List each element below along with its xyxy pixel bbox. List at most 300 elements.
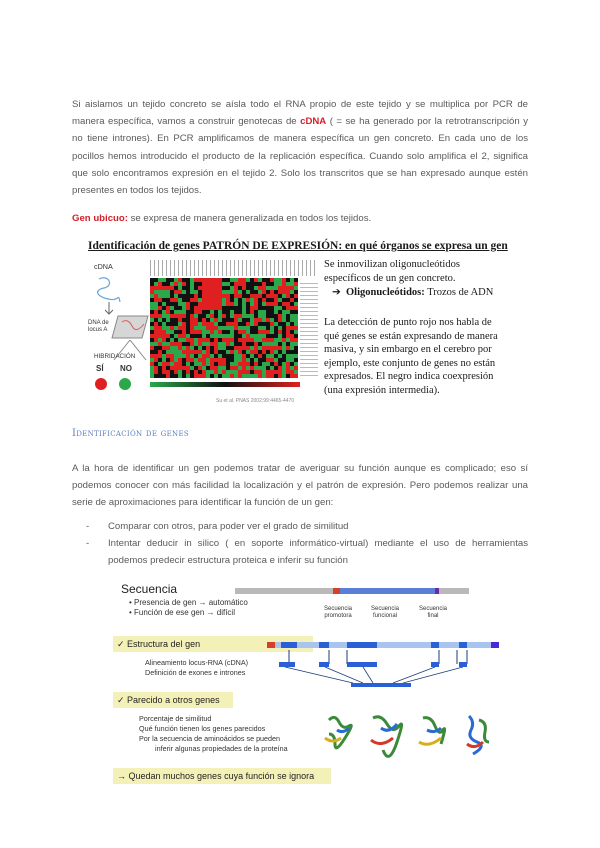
heatmap-cell	[174, 326, 178, 330]
heatmap-cell	[286, 374, 290, 378]
heatmap-cell	[150, 338, 154, 342]
heatmap-cell	[230, 286, 234, 290]
heatmap-cell	[162, 366, 166, 370]
heatmap-cell	[150, 370, 154, 374]
heatmap-cell	[238, 322, 242, 326]
heatmap-cell	[194, 370, 198, 374]
heatmap-cell	[278, 346, 282, 350]
heatmap-cell	[198, 286, 202, 290]
heatmap-cell	[222, 306, 226, 310]
heatmap-cell	[218, 310, 222, 314]
heatmap-cell	[214, 374, 218, 378]
heatmap-cell	[258, 294, 262, 298]
heatmap-cell	[286, 370, 290, 374]
heatmap-cell	[222, 286, 226, 290]
heatmap-cell	[286, 286, 290, 290]
heatmap-cell	[266, 314, 270, 318]
heatmap-cell	[282, 298, 286, 302]
cdna-label: cDNA	[94, 262, 113, 271]
heatmap-cell	[210, 302, 214, 306]
heatmap-cell	[294, 374, 298, 378]
heatmap-cell	[258, 314, 262, 318]
heatmap-cell	[290, 374, 294, 378]
heatmap-cell	[194, 294, 198, 298]
heatmap-cell	[162, 326, 166, 330]
heatmap-cell	[246, 306, 250, 310]
heatmap-cell	[166, 298, 170, 302]
heatmap-cell	[178, 310, 182, 314]
heatmap-cell	[226, 278, 230, 282]
heatmap-cell	[234, 290, 238, 294]
heatmap-cell	[198, 310, 202, 314]
heatmap-cell	[190, 306, 194, 310]
heatmap-cell	[170, 298, 174, 302]
heatmap-cell	[162, 310, 166, 314]
heatmap-cell	[234, 298, 238, 302]
heatmap-cell	[282, 286, 286, 290]
heatmap-cell	[166, 350, 170, 354]
heatmap-cell	[178, 350, 182, 354]
heatmap-cell	[238, 326, 242, 330]
heatmap-cell	[258, 310, 262, 314]
heatmap-cell	[214, 350, 218, 354]
heatmap-cell	[226, 286, 230, 290]
heatmap-cell	[278, 314, 282, 318]
heatmap-cell	[222, 278, 226, 282]
figure-caption: Su et al. PNAS 2002;99:4465-4470	[216, 398, 295, 404]
heatmap-cell	[274, 298, 278, 302]
heatmap-cell	[238, 362, 242, 366]
heatmap-cell	[246, 302, 250, 306]
heatmap-cell	[150, 334, 154, 338]
heatmap-cell	[250, 314, 254, 318]
heatmap-cell	[270, 294, 274, 298]
heatmap-cell	[246, 310, 250, 314]
section-heading: Identificación de genes	[72, 428, 189, 439]
heatmap-cell	[250, 330, 254, 334]
heatmap-cell	[226, 282, 230, 286]
heatmap-cell	[210, 282, 214, 286]
heatmap-cell	[190, 302, 194, 306]
heatmap-cell	[182, 302, 186, 306]
heatmap-cell	[178, 294, 182, 298]
heatmap-cell	[230, 298, 234, 302]
heatmap-cell	[242, 294, 246, 298]
heatmap-cell	[246, 294, 250, 298]
heatmap-cell	[290, 306, 294, 310]
heatmap-cell	[254, 350, 258, 354]
heatmap-cell	[166, 306, 170, 310]
heatmap-cell	[290, 354, 294, 358]
heatmap-cell	[290, 342, 294, 346]
heatmap-cell	[162, 290, 166, 294]
heatmap-cell	[274, 290, 278, 294]
heatmap-cell	[206, 310, 210, 314]
heatmap-cell	[198, 306, 202, 310]
heatmap-cell	[258, 358, 262, 362]
heatmap-cell	[262, 278, 266, 282]
heatmap-cell	[150, 290, 154, 294]
heatmap-cell	[226, 314, 230, 318]
heatmap-cell	[174, 338, 178, 342]
heatmap-cell	[190, 310, 194, 314]
heatmap-cell	[150, 362, 154, 366]
heatmap-cell	[286, 326, 290, 330]
heatmap-cell	[166, 338, 170, 342]
heatmap-cell	[170, 322, 174, 326]
heatmap-cell	[238, 374, 242, 378]
heatmap-cell	[274, 302, 278, 306]
heatmap-cell	[210, 322, 214, 326]
heatmap-cell	[274, 322, 278, 326]
heatmap-cell	[186, 310, 190, 314]
heatmap-cell	[214, 322, 218, 326]
heatmap-cell	[246, 322, 250, 326]
heatmap-cell	[270, 334, 274, 338]
heatmap-cell	[182, 306, 186, 310]
heatmap-cell	[222, 370, 226, 374]
heatmap-cell	[202, 302, 206, 306]
heatmap-cell	[210, 294, 214, 298]
heatmap-cell	[294, 370, 298, 374]
heatmap-cell	[154, 350, 158, 354]
heatmap-cell	[150, 354, 154, 358]
heatmap-cell	[242, 354, 246, 358]
heatmap-cell	[246, 278, 250, 282]
heatmap-cell	[282, 338, 286, 342]
heatmap-cell	[270, 306, 274, 310]
heatmap-cell	[222, 322, 226, 326]
heatmap-cell	[294, 358, 298, 362]
heatmap-cell	[274, 282, 278, 286]
heatmap-cell	[194, 298, 198, 302]
heatmap-cell	[286, 282, 290, 286]
heatmap-cell	[234, 322, 238, 326]
heatmap-cell	[230, 294, 234, 298]
heatmap-cell	[294, 366, 298, 370]
heatmap-cell	[254, 314, 258, 318]
heatmap-cell	[174, 366, 178, 370]
heatmap-cell	[178, 314, 182, 318]
heatmap-cell	[286, 310, 290, 314]
heatmap-cell	[186, 306, 190, 310]
heatmap-cell	[166, 326, 170, 330]
heatmap-cell	[290, 314, 294, 318]
heatmap-cell	[170, 310, 174, 314]
ubicuo-term: Gen ubicuo:	[72, 213, 128, 224]
heatmap-cell	[274, 370, 278, 374]
heatmap-cell	[294, 338, 298, 342]
heatmap-cell	[254, 366, 258, 370]
heatmap-cell	[158, 290, 162, 294]
heatmap-cell	[210, 306, 214, 310]
heatmap-cell	[254, 302, 258, 306]
heatmap-cell	[242, 350, 246, 354]
heatmap-cell	[290, 302, 294, 306]
heatmap-cell	[218, 326, 222, 330]
heatmap-cell	[270, 290, 274, 294]
heatmap-cell	[290, 282, 294, 286]
heatmap-cell	[290, 298, 294, 302]
heatmap-cell	[186, 290, 190, 294]
end-region	[435, 588, 439, 594]
heatmap-cell	[254, 342, 258, 346]
heatmap-cell	[254, 358, 258, 362]
heatmap-cell	[218, 306, 222, 310]
heatmap-cell	[258, 302, 262, 306]
heatmap-cell	[238, 330, 242, 334]
heatmap-cell	[250, 302, 254, 306]
heatmap-cell	[166, 342, 170, 346]
heatmap-cell	[262, 282, 266, 286]
heatmap-cell	[278, 362, 282, 366]
heatmap-cell	[194, 374, 198, 378]
heatmap-cell	[230, 302, 234, 306]
heatmap-cell	[202, 326, 206, 330]
heatmap-cell	[202, 278, 206, 282]
heatmap-cell	[158, 322, 162, 326]
heatmap-cell	[230, 282, 234, 286]
heatmap-cell	[182, 314, 186, 318]
heatmap-cell	[178, 318, 182, 322]
heatmap-cell	[154, 318, 158, 322]
heatmap-cell	[246, 290, 250, 294]
heatmap-cell	[262, 334, 266, 338]
heatmap-cell	[266, 306, 270, 310]
heatmap-cell	[218, 286, 222, 290]
heatmap-cell	[214, 290, 218, 294]
heatmap-cell	[190, 278, 194, 282]
heatmap-cell	[218, 374, 222, 378]
heatmap-cell	[198, 282, 202, 286]
heatmap-cell	[170, 370, 174, 374]
heatmap-cell	[150, 302, 154, 306]
heatmap-cell	[190, 286, 194, 290]
heatmap-cell	[194, 286, 198, 290]
heatmap-cell	[286, 346, 290, 350]
heatmap-cell	[210, 370, 214, 374]
heatmap-cell	[294, 310, 298, 314]
heatmap-cell	[166, 322, 170, 326]
heatmap-cell	[206, 374, 210, 378]
heatmap-cell	[194, 302, 198, 306]
heatmap-cell	[158, 278, 162, 282]
heatmap-cell	[262, 286, 266, 290]
heatmap-cell	[178, 362, 182, 366]
heatmap-cell	[270, 286, 274, 290]
heatmap-cell	[198, 330, 202, 334]
heatmap-cell	[218, 358, 222, 362]
heatmap-cell	[238, 354, 242, 358]
ubicuo-paragraph	[72, 210, 528, 227]
heatmap-cell	[226, 302, 230, 306]
heatmap-cell	[210, 298, 214, 302]
heatmap-cell	[166, 330, 170, 334]
heatmap-cell	[294, 302, 298, 306]
heatmap-cell	[182, 326, 186, 330]
heatmap-cell	[202, 310, 206, 314]
heatmap-cell	[150, 346, 154, 350]
heatmap-cell	[230, 358, 234, 362]
heatmap-cell	[278, 326, 282, 330]
list-item: - Intentar deducir in silico ( en soporte informático-virtual) mediante el uso de herramientas podemos predecir estructura proteica e inferir su función	[86, 535, 528, 569]
heatmap-cell	[218, 314, 222, 318]
heatmap-cell	[214, 346, 218, 350]
functional-region	[339, 588, 435, 594]
heatmap-cell	[238, 302, 242, 306]
heatmap-cell	[210, 326, 214, 330]
heatmap-cell	[234, 350, 238, 354]
figure-title: Identificación de genes PATRÓN DE EXPRESIÓN: en qué órganos se expresa un gen	[88, 240, 508, 252]
heatmap-cell	[258, 330, 262, 334]
heatmap-cell	[162, 314, 166, 318]
heatmap-cell	[174, 318, 178, 322]
heatmap-cell	[166, 318, 170, 322]
heatmap-cell	[198, 326, 202, 330]
heatmap-cell	[238, 350, 242, 354]
heatmap-cell	[230, 350, 234, 354]
heatmap-cell	[254, 294, 258, 298]
heatmap-cell	[270, 282, 274, 286]
heatmap-cell	[150, 310, 154, 314]
heatmap-cell	[222, 362, 226, 366]
heatmap-cell	[218, 318, 222, 322]
heatmap-cell	[170, 286, 174, 290]
heatmap-cell	[226, 318, 230, 322]
heatmap-cell	[214, 362, 218, 366]
heatmap-cell	[222, 294, 226, 298]
heatmap-cell	[254, 346, 258, 350]
heatmap-cell	[174, 342, 178, 346]
locus-start	[267, 642, 275, 648]
heatmap-cell	[170, 334, 174, 338]
heatmap-cell	[206, 306, 210, 310]
heatmap-cell	[202, 338, 206, 342]
heatmap-cell	[246, 286, 250, 290]
heatmap-cell	[158, 342, 162, 346]
secuencia-item: • Función de ese gen → difícil	[129, 608, 235, 617]
heatmap-cell	[174, 314, 178, 318]
expression-heatmap	[150, 278, 298, 378]
heatmap-cell	[178, 286, 182, 290]
heatmap-cell	[170, 326, 174, 330]
heatmap-cell	[182, 358, 186, 362]
heatmap-cell	[162, 362, 166, 366]
heatmap-cell	[214, 358, 218, 362]
heatmap-cell	[254, 282, 258, 286]
heatmap-cell	[182, 366, 186, 370]
color-scale-bar	[150, 382, 300, 387]
heatmap-cell	[234, 374, 238, 378]
heatmap-cell	[222, 366, 226, 370]
heatmap-cell	[250, 342, 254, 346]
heatmap-cell	[258, 298, 262, 302]
heatmap-cell	[242, 302, 246, 306]
heatmap-cell	[194, 278, 198, 282]
heatmap-cell	[242, 358, 246, 362]
heatmap-cell	[250, 366, 254, 370]
heatmap-cell	[158, 286, 162, 290]
parecido-item: Qué función tienen los genes parecidos	[139, 724, 266, 733]
heatmap-cell	[182, 362, 186, 366]
heatmap-cell	[190, 346, 194, 350]
heatmap-cell	[250, 346, 254, 350]
heatmap-cell	[206, 366, 210, 370]
heatmap-cell	[242, 322, 246, 326]
heatmap-cell	[190, 370, 194, 374]
heatmap-cell	[182, 354, 186, 358]
heatmap-cell	[290, 310, 294, 314]
heatmap-cell	[198, 362, 202, 366]
heatmap-cell	[270, 370, 274, 374]
heatmap-cell	[190, 326, 194, 330]
heatmap-cell	[162, 358, 166, 362]
heatmap-cell	[278, 342, 282, 346]
heatmap-cell	[238, 314, 242, 318]
heatmap-cell	[250, 370, 254, 374]
heatmap-cell	[242, 290, 246, 294]
heatmap-cell	[214, 294, 218, 298]
heatmap-cell	[266, 298, 270, 302]
heatmap-cell	[274, 342, 278, 346]
heatmap-cell	[170, 290, 174, 294]
heatmap-cell	[174, 278, 178, 282]
heatmap-cell	[182, 350, 186, 354]
heatmap-cell	[266, 370, 270, 374]
heatmap-cell	[166, 278, 170, 282]
heatmap-cell	[266, 294, 270, 298]
heatmap-cell	[254, 278, 258, 282]
heatmap-cell	[226, 306, 230, 310]
heatmap-cell	[226, 362, 230, 366]
locus-end	[491, 642, 499, 648]
heatmap-cell	[170, 374, 174, 378]
heatmap-cell	[218, 350, 222, 354]
heatmap-cell	[182, 278, 186, 282]
heatmap-cell	[250, 354, 254, 358]
heatmap-cell	[282, 362, 286, 366]
heatmap-cell	[274, 354, 278, 358]
heatmap-cell	[206, 350, 210, 354]
heatmap-cell	[226, 342, 230, 346]
heatmap-cell	[170, 278, 174, 282]
heatmap-cell	[154, 330, 158, 334]
heatmap-cell	[222, 326, 226, 330]
heatmap-cell	[222, 314, 226, 318]
heatmap-cell	[186, 294, 190, 298]
heatmap-cell	[262, 326, 266, 330]
heatmap-cell	[150, 314, 154, 318]
heatmap-cell	[166, 286, 170, 290]
heatmap-cell	[270, 322, 274, 326]
heatmap-cell	[150, 350, 154, 354]
heatmap-cell	[198, 354, 202, 358]
heatmap-cell	[234, 310, 238, 314]
heatmap-cell	[206, 354, 210, 358]
heatmap-cell	[274, 310, 278, 314]
heatmap-cell	[154, 342, 158, 346]
heatmap-cell	[230, 362, 234, 366]
heatmap-cell	[150, 298, 154, 302]
heatmap-cell	[226, 366, 230, 370]
heatmap-cell	[270, 314, 274, 318]
heatmap-cell	[290, 362, 294, 366]
heatmap-cell	[154, 310, 158, 314]
heatmap-cell	[262, 366, 266, 370]
heatmap-cell	[254, 330, 258, 334]
heatmap-cell	[154, 302, 158, 306]
chip-icon	[110, 314, 150, 340]
